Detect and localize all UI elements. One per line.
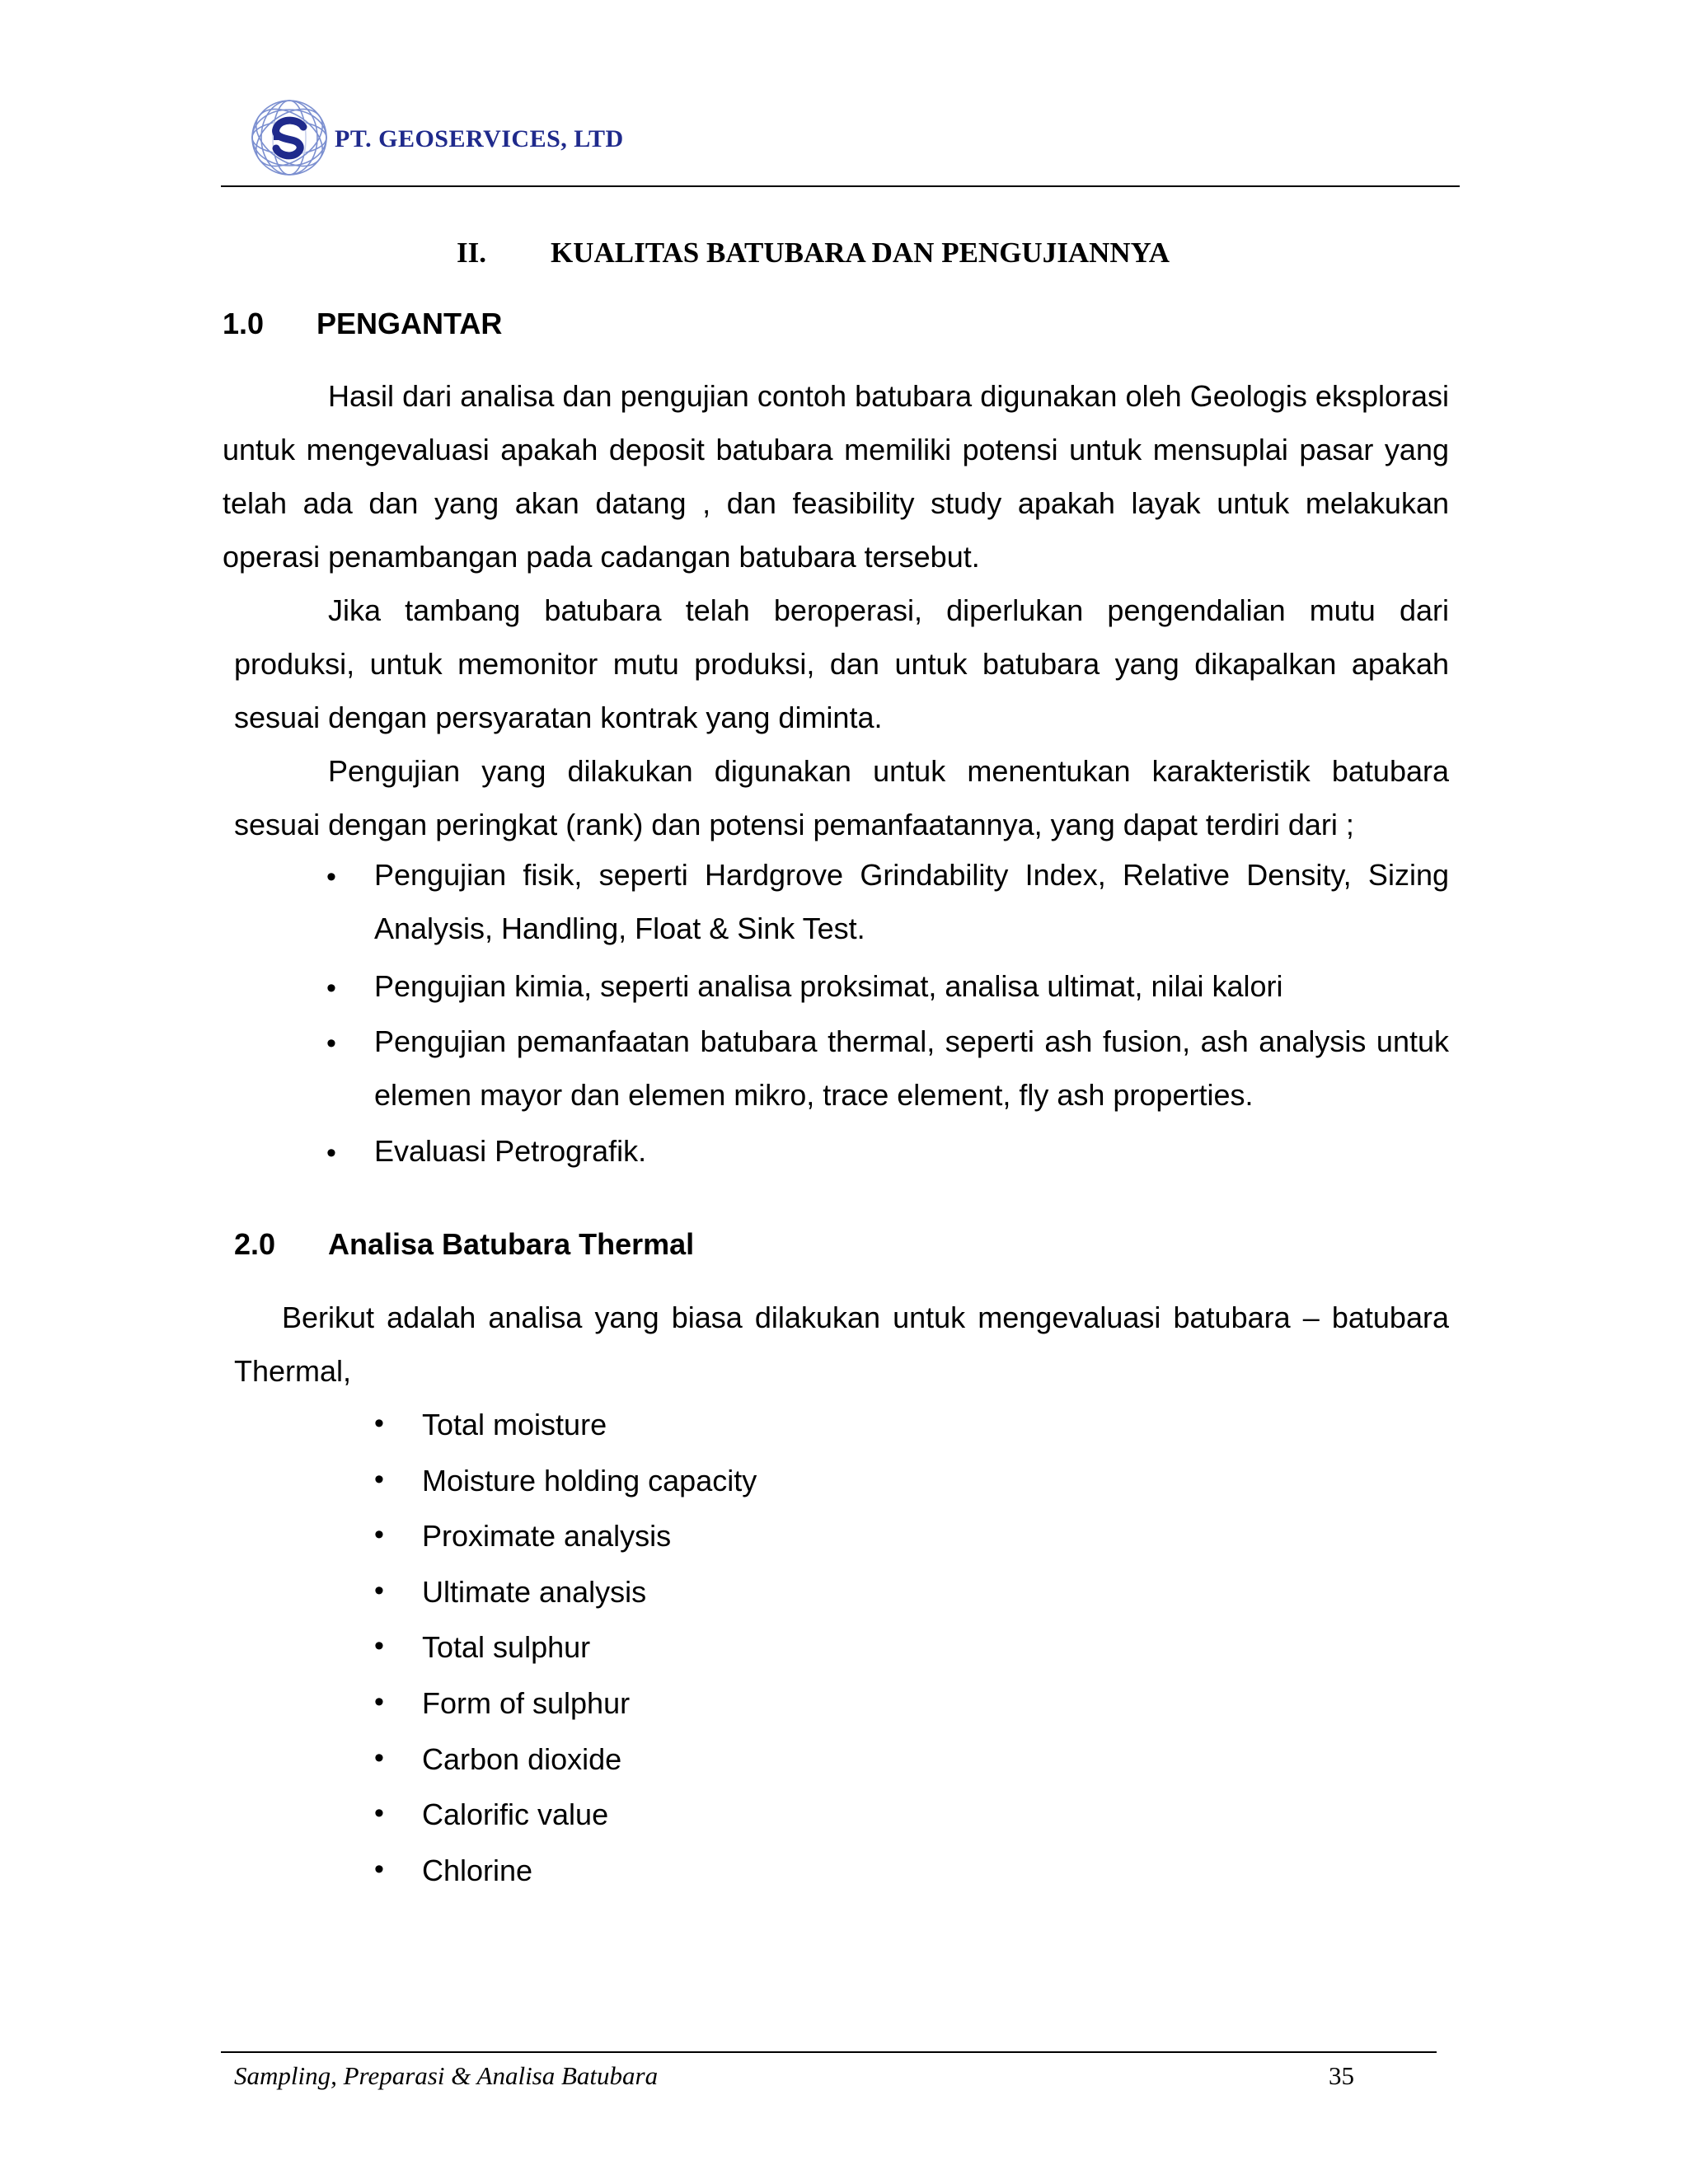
- list-item: [374, 1464, 1198, 1520]
- bullet-icon: •: [326, 861, 336, 893]
- list-item-text: Evaluasi Petrografik.: [374, 1134, 647, 1168]
- bullet-icon: •: [374, 1685, 384, 1718]
- list-item-text: Proximate analysis: [422, 1519, 672, 1554]
- list-item: [374, 1408, 1198, 1464]
- section-title: PENGANTAR: [316, 307, 503, 340]
- list-item-text: Total sulphur: [422, 1630, 591, 1665]
- list-item-text: Calorific value: [422, 1797, 609, 1832]
- chapter-title: KUALITAS BATUBARA DAN PENGUJIANNYA: [551, 237, 1170, 269]
- section-heading-2: [234, 1227, 694, 1262]
- footer-title: Sampling, Preparasi & Analisa Batubara: [234, 2061, 659, 2090]
- bullet-icon: •: [326, 972, 336, 1004]
- list-item-text: Form of sulphur: [422, 1685, 631, 1720]
- list-item: [374, 1854, 1198, 1910]
- section-number: 1.0: [223, 307, 265, 340]
- header-rule: [221, 185, 1460, 187]
- list-item-text: Pengujian kimia, seperti analisa proksimat, analisa ultimat, nilai kalori: [374, 969, 1283, 1003]
- section-heading-1: [223, 307, 502, 341]
- list-item-text: Chlorine: [422, 1853, 533, 1887]
- list-item-text: Total moisture: [422, 1408, 607, 1441]
- list-item: [374, 1519, 1198, 1575]
- list-item: [326, 1024, 1449, 1137]
- list-item: [374, 1686, 1198, 1742]
- chapter-number: II.: [457, 237, 486, 269]
- paragraph: Hasil dari analisa dan pengujian contoh batubara digunakan oleh Geologis eksplorasi untuk mengevaluasi apakah deposit batubara memiliki potensi untuk mensuplai pasar yang telah ada dan yang akan datang , dan feasibility study apakah layak untuk melakukan operasi penambangan pada cadangan batubara tersebut.: [223, 379, 1449, 574]
- list-item-text: Moisture holding capacity: [422, 1463, 757, 1497]
- list-item: [374, 1797, 1198, 1854]
- list-item: [374, 1575, 1198, 1631]
- list-item-text: Pengujian pemanfaatan batubara thermal, seperti ash fusion, ash analysis untuk elemen mayor dan elemen mikro, trace element, fly ash properties.: [374, 1024, 1449, 1112]
- list-item: [326, 858, 1449, 972]
- list-item: [374, 1630, 1198, 1686]
- list-item: [374, 1742, 1198, 1798]
- globe-logo-icon: [249, 97, 330, 178]
- chapter-heading: [457, 237, 1170, 269]
- bullet-icon: •: [374, 1408, 384, 1439]
- paragraph: Pengujian yang dilakukan digunakan untuk menentukan karakteristik batubara sesuai dengan peringkat (rank) dan potensi pemanfaatannya, yang dapat terdiri dari ;: [234, 754, 1449, 841]
- thermal-analysis-list: [374, 1408, 1198, 1909]
- list-item-text: Ultimate analysis: [422, 1574, 647, 1609]
- bullet-icon: •: [374, 1630, 384, 1662]
- page-number: 35: [1329, 2061, 1354, 2090]
- section-number: 2.0: [234, 1227, 276, 1261]
- list-item-text: Pengujian fisik, seperti Hardgrove Grindability Index, Relative Density, Sizing Analysis, Handling, Float & Sink Test.: [374, 858, 1449, 945]
- bullet-icon: •: [374, 1463, 384, 1495]
- bullet-icon: •: [374, 1574, 384, 1606]
- bullet-icon: •: [374, 1519, 384, 1551]
- section-title: Analisa Batubara Thermal: [328, 1227, 695, 1261]
- test-types-list: [326, 858, 1449, 1191]
- paragraph: Jika tambang batubara telah beroperasi, diperlukan pengendalian mutu dari produksi, untuk memonitor mutu produksi, dan untuk batubara yang dikapalkan apakah sesuai dengan persyaratan kontrak yang diminta.: [234, 593, 1449, 734]
- bullet-icon: •: [326, 1028, 336, 1059]
- footer-rule: [221, 2051, 1437, 2053]
- list-item: [326, 1134, 1449, 1191]
- bullet-icon: •: [374, 1741, 384, 1774]
- bullet-icon: •: [374, 1853, 384, 1885]
- company-logo: [249, 97, 330, 178]
- paragraph: Berikut adalah analisa yang biasa dilakukan untuk mengevaluasi batubara – batubara Thermal,: [234, 1301, 1449, 1388]
- bullet-icon: •: [326, 1137, 336, 1169]
- bullet-icon: •: [374, 1797, 384, 1830]
- list-item-text: Carbon dioxide: [422, 1741, 622, 1776]
- company-name: PT. GEOSERVICES, LTD: [335, 125, 624, 152]
